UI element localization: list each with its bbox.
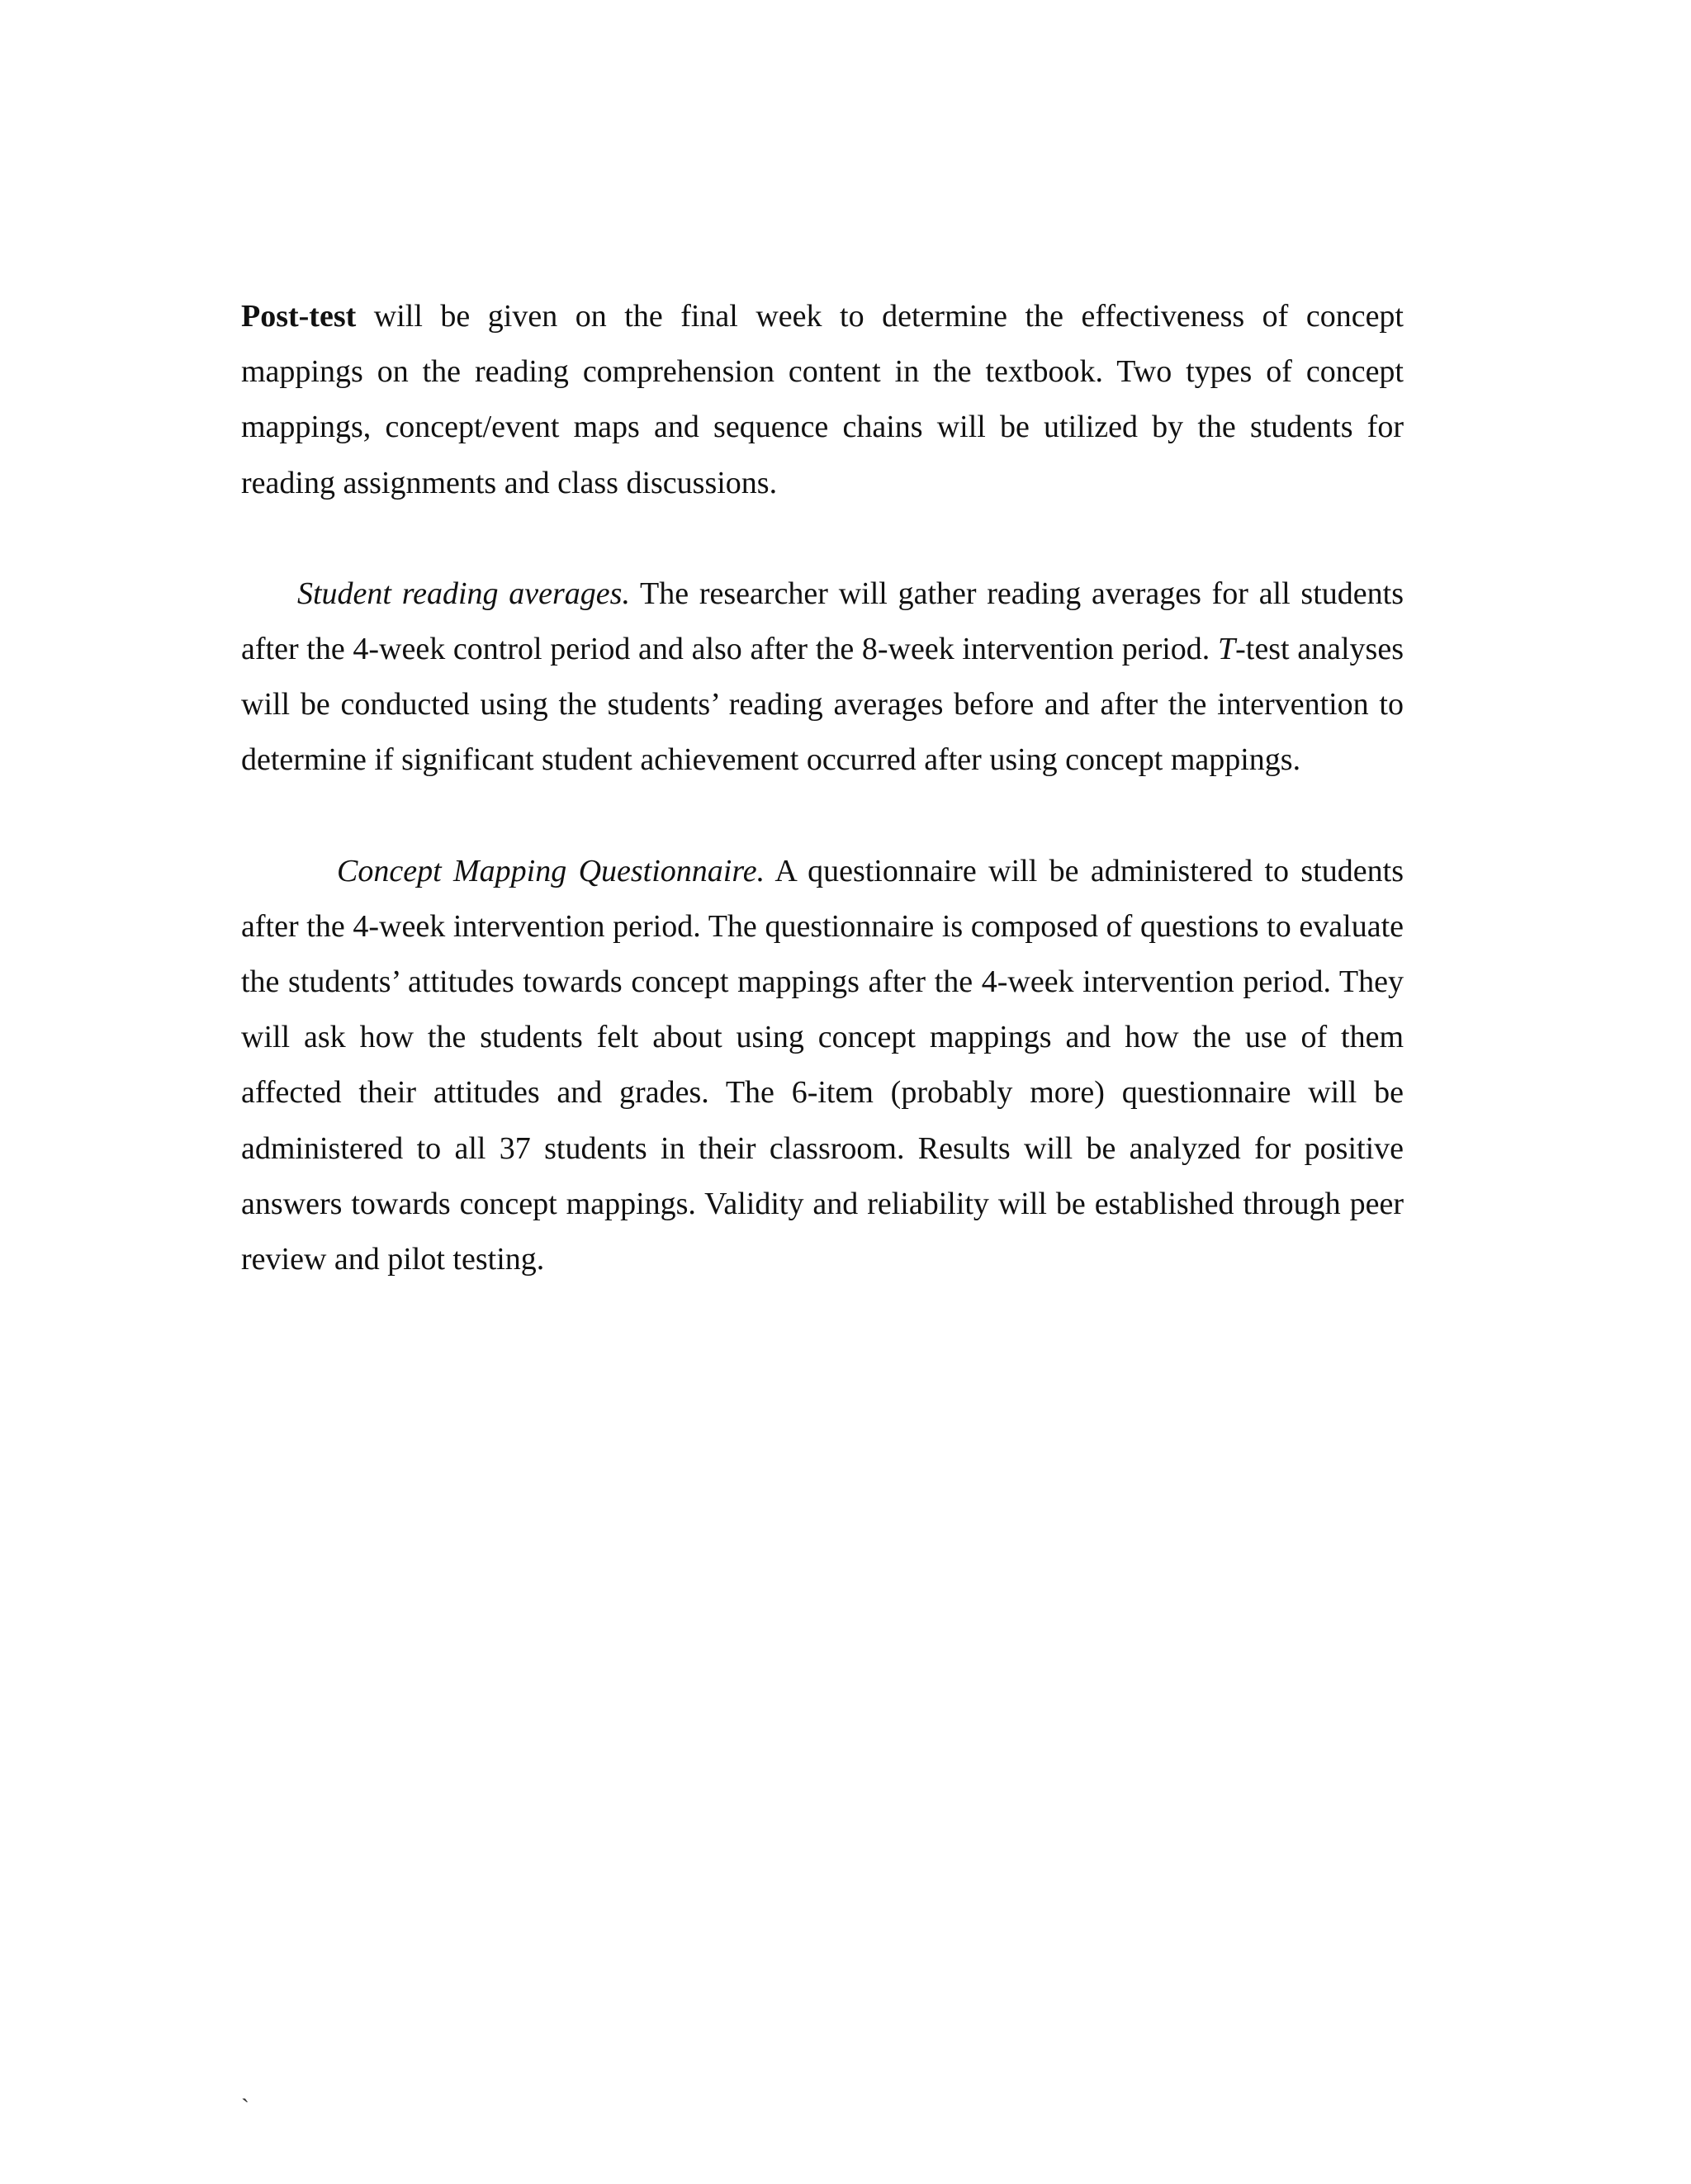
post-test-lead: Post-test <box>241 299 357 334</box>
student-reading-averages-text-a: The researcher will gather reading averages for all students after the 4-week control period and also after the 8-week intervention period. <box>241 576 1404 667</box>
student-reading-averages-heading: Student reading averages. <box>297 576 630 611</box>
questionnaire-heading: Concept Mapping Questionnaire. <box>337 853 765 888</box>
t-test-letter: T <box>1218 632 1236 667</box>
questionnaire-text: A questionnaire will be administered to students after the 4-week intervention period. The questionnaire is composed of questions to evaluate the students’ attitudes towards concept mappings after the 4-week intervention period. They will ask how the students felt about using concept mappings and how the use of them affected their attitudes and grades. The 6-item (probably more) questionnaire will be administered to all 37 students in their classroom. Results will be analyzed for positive answers towards concept mappings. Validity and reliability will be established through peer review and pilot testing. <box>241 853 1404 1277</box>
document-body <box>241 289 1404 1287</box>
student-reading-averages-paragraph <box>241 566 1404 789</box>
footer-mark: ` <box>241 2094 249 2121</box>
post-test-paragraph <box>241 289 1404 511</box>
questionnaire-paragraph <box>241 844 1404 1288</box>
student-reading-averages-text-b: -test analyses will be conducted using the students’ reading averages before and after the intervention to determine if significant student achievement occurred after using concept mappings. <box>241 632 1404 778</box>
post-test-text: will be given on the final week to determine the effectiveness of concept mappings on the reading comprehension content in the textbook. Two types of concept mappings, concept/event maps and sequence chains will be utilized by the students for reading assignments and class discussions. <box>241 299 1404 500</box>
